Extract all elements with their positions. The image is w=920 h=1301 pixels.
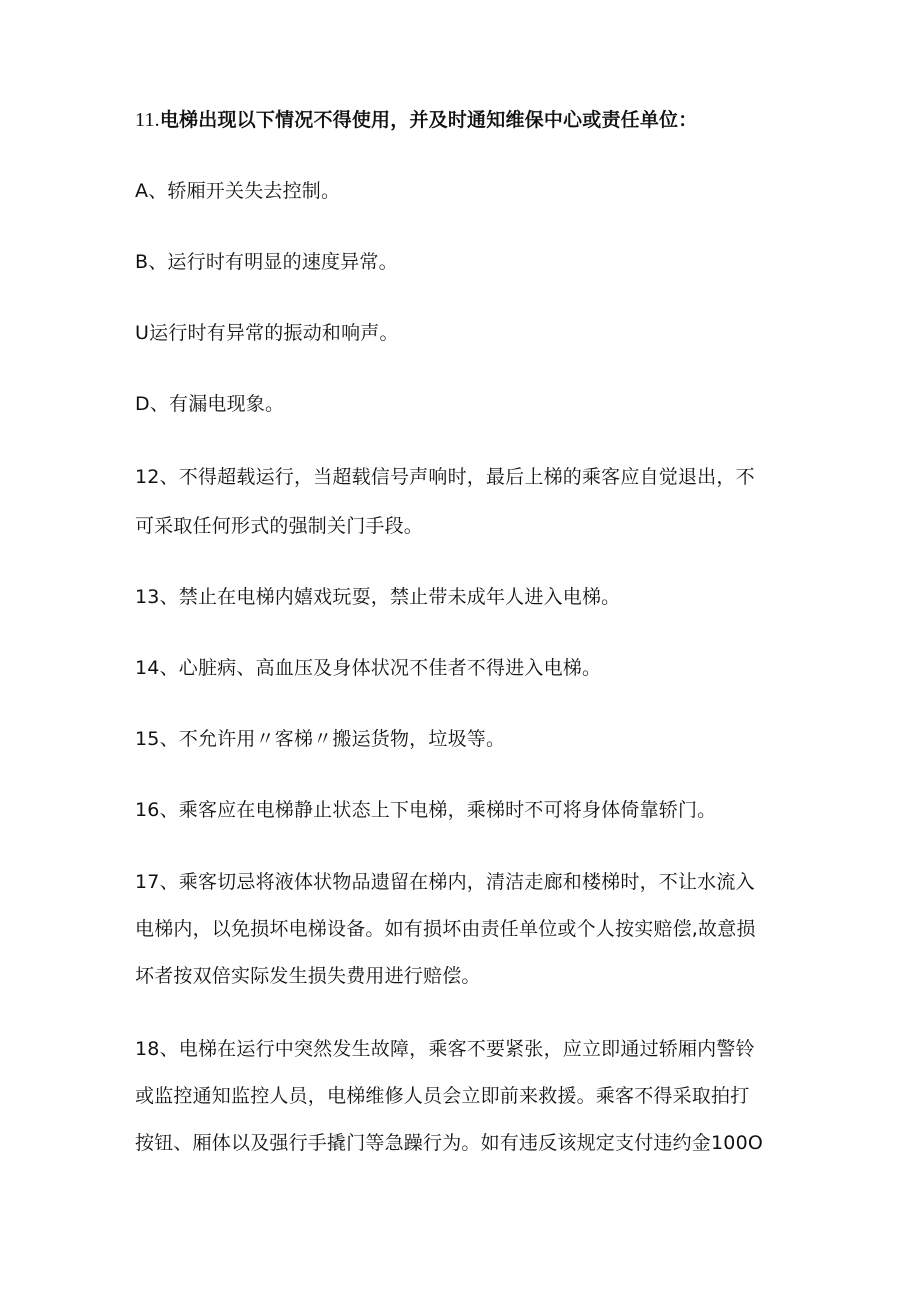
item-b: B、运行时有明显的速度异常。	[135, 251, 398, 273]
item-d: D、有漏电现象。	[135, 393, 285, 415]
heading-number: 11.	[135, 109, 160, 131]
rule-18-line-3: 按钮、厢体以及强行手撬门等急躁行为。如有违反该规定支付违约金100O	[135, 1132, 764, 1154]
rule-17-line-2: 电梯内，以免损坏电梯设备。如有损坏由责任单位或个人按实赔偿,故意损	[135, 918, 756, 940]
section-heading	[135, 108, 795, 132]
heading-text: 电梯出现以下情况不得使用，并及时通知维保中心或责任单位：	[159, 109, 698, 131]
rule-18-line-2: 或监控通知监控人员，电梯维修人员会立即前来救援。乘客不得采取拍打	[135, 1085, 750, 1107]
rule-12-line-1: 12、不得超载运行，当超载信号声响时，最后上梯的乘客应自觉退出，不	[135, 466, 755, 488]
rule-14: 14、心脏病、高血压及身体状况不佳者不得进入电梯。	[135, 657, 602, 679]
rule-15: 15、不允许用〃客梯〃搬运货物，垃圾等。	[135, 728, 506, 750]
rule-13: 13、禁止在电梯内嬉戏玩耍，禁止带未成年人进入电梯。	[135, 586, 621, 608]
rule-17-line-1: 17、乘客切忌将液体状物品遗留在梯内，清洁走廊和楼梯时，不让水流入	[135, 871, 755, 893]
rule-16: 16、乘客应在电梯静止状态上下电梯，乘梯时不可将身体倚靠轿门。	[135, 799, 717, 821]
rule-17-line-3: 坏者按双倍实际发生损失费用进行赔偿。	[135, 965, 481, 987]
rule-18-line-1: 18、电梯在运行中突然发生故障，乘客不要紧张，应立即通过轿厢内警铃	[135, 1038, 755, 1060]
rule-12-line-2: 可采取任何形式的强制关门手段。	[135, 515, 424, 537]
item-a: A、轿厢开关失去控制。	[135, 180, 341, 202]
item-c: U运行时有异常的振动和响声。	[135, 322, 399, 344]
